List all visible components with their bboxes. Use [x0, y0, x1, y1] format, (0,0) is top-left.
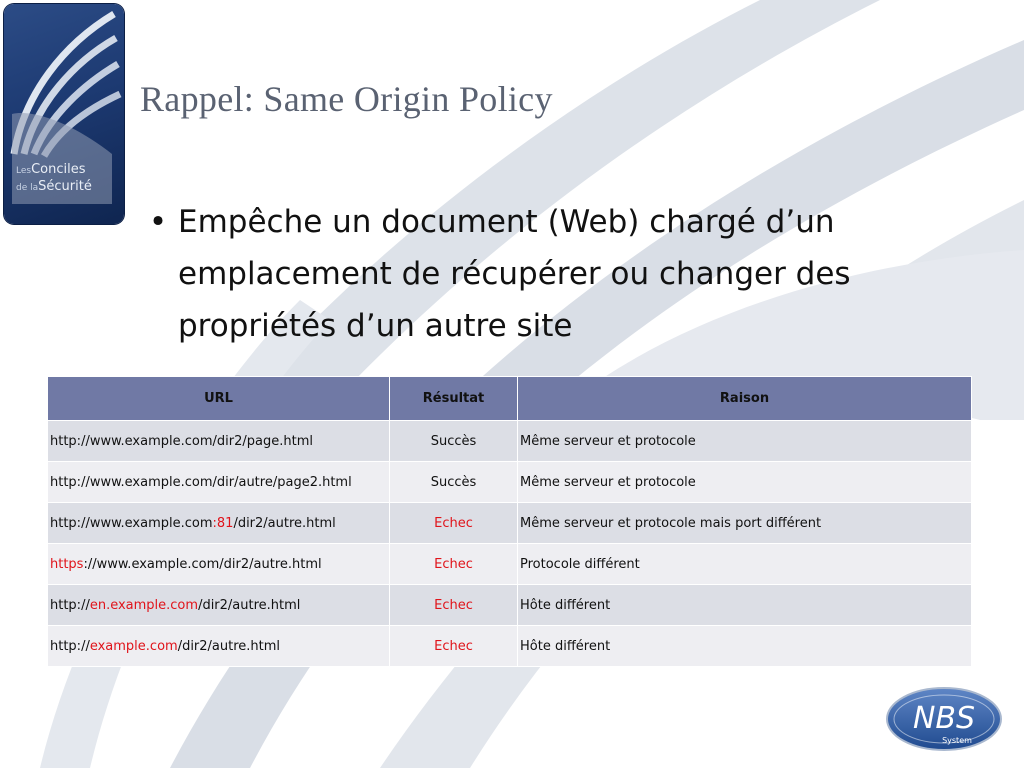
url-cell: http://www.example.com:81/dir2/autre.html	[48, 503, 390, 544]
url-cell: http://example.com/dir2/autre.html	[48, 626, 390, 667]
reason-cell: Hôte différent	[518, 585, 972, 626]
table-row	[48, 421, 972, 462]
reason-cell: Hôte différent	[518, 626, 972, 667]
header-result: Résultat	[390, 377, 518, 421]
table-row	[48, 626, 972, 667]
url-cell: http://www.example.com/dir/autre/page2.html	[48, 462, 390, 503]
url-cell: http://en.example.com/dir2/autre.html	[48, 585, 390, 626]
same-origin-table	[47, 376, 972, 667]
svg-text:System: System	[942, 736, 972, 745]
table-header-row	[48, 377, 972, 421]
result-cell: Succès	[390, 421, 518, 462]
conciles-securite-logo	[4, 4, 124, 224]
slide-title: Rappel: Same Origin Policy	[140, 79, 553, 119]
logo-wordmark: LesConciles de laSécurité	[16, 162, 92, 194]
url-cell: https://www.example.com/dir2/autre.html	[48, 544, 390, 585]
bullet-icon: •	[148, 204, 168, 240]
table-row	[48, 585, 972, 626]
result-cell: Echec	[390, 585, 518, 626]
result-cell: Echec	[390, 503, 518, 544]
header-url: URL	[48, 377, 390, 421]
reason-cell: Même serveur et protocole	[518, 462, 972, 503]
result-cell: Echec	[390, 544, 518, 585]
svg-text:NBS: NBS	[912, 701, 976, 736]
reason-cell: Même serveur et protocole mais port différent	[518, 503, 972, 544]
table-row	[48, 544, 972, 585]
table-row	[48, 462, 972, 503]
reason-cell: Protocole différent	[518, 544, 972, 585]
result-cell: Succès	[390, 462, 518, 503]
reason-cell: Même serveur et protocole	[518, 421, 972, 462]
nbs-system-logo	[885, 686, 1003, 752]
bullet-text: Empêche un document (Web) chargé d’un emplacement de récupérer ou changer des propriétés d’un autre site	[178, 204, 851, 344]
header-reason: Raison	[518, 377, 972, 421]
bullet-point	[138, 196, 978, 352]
url-cell: http://www.example.com/dir2/page.html	[48, 421, 390, 462]
result-cell: Echec	[390, 626, 518, 667]
table-row	[48, 503, 972, 544]
